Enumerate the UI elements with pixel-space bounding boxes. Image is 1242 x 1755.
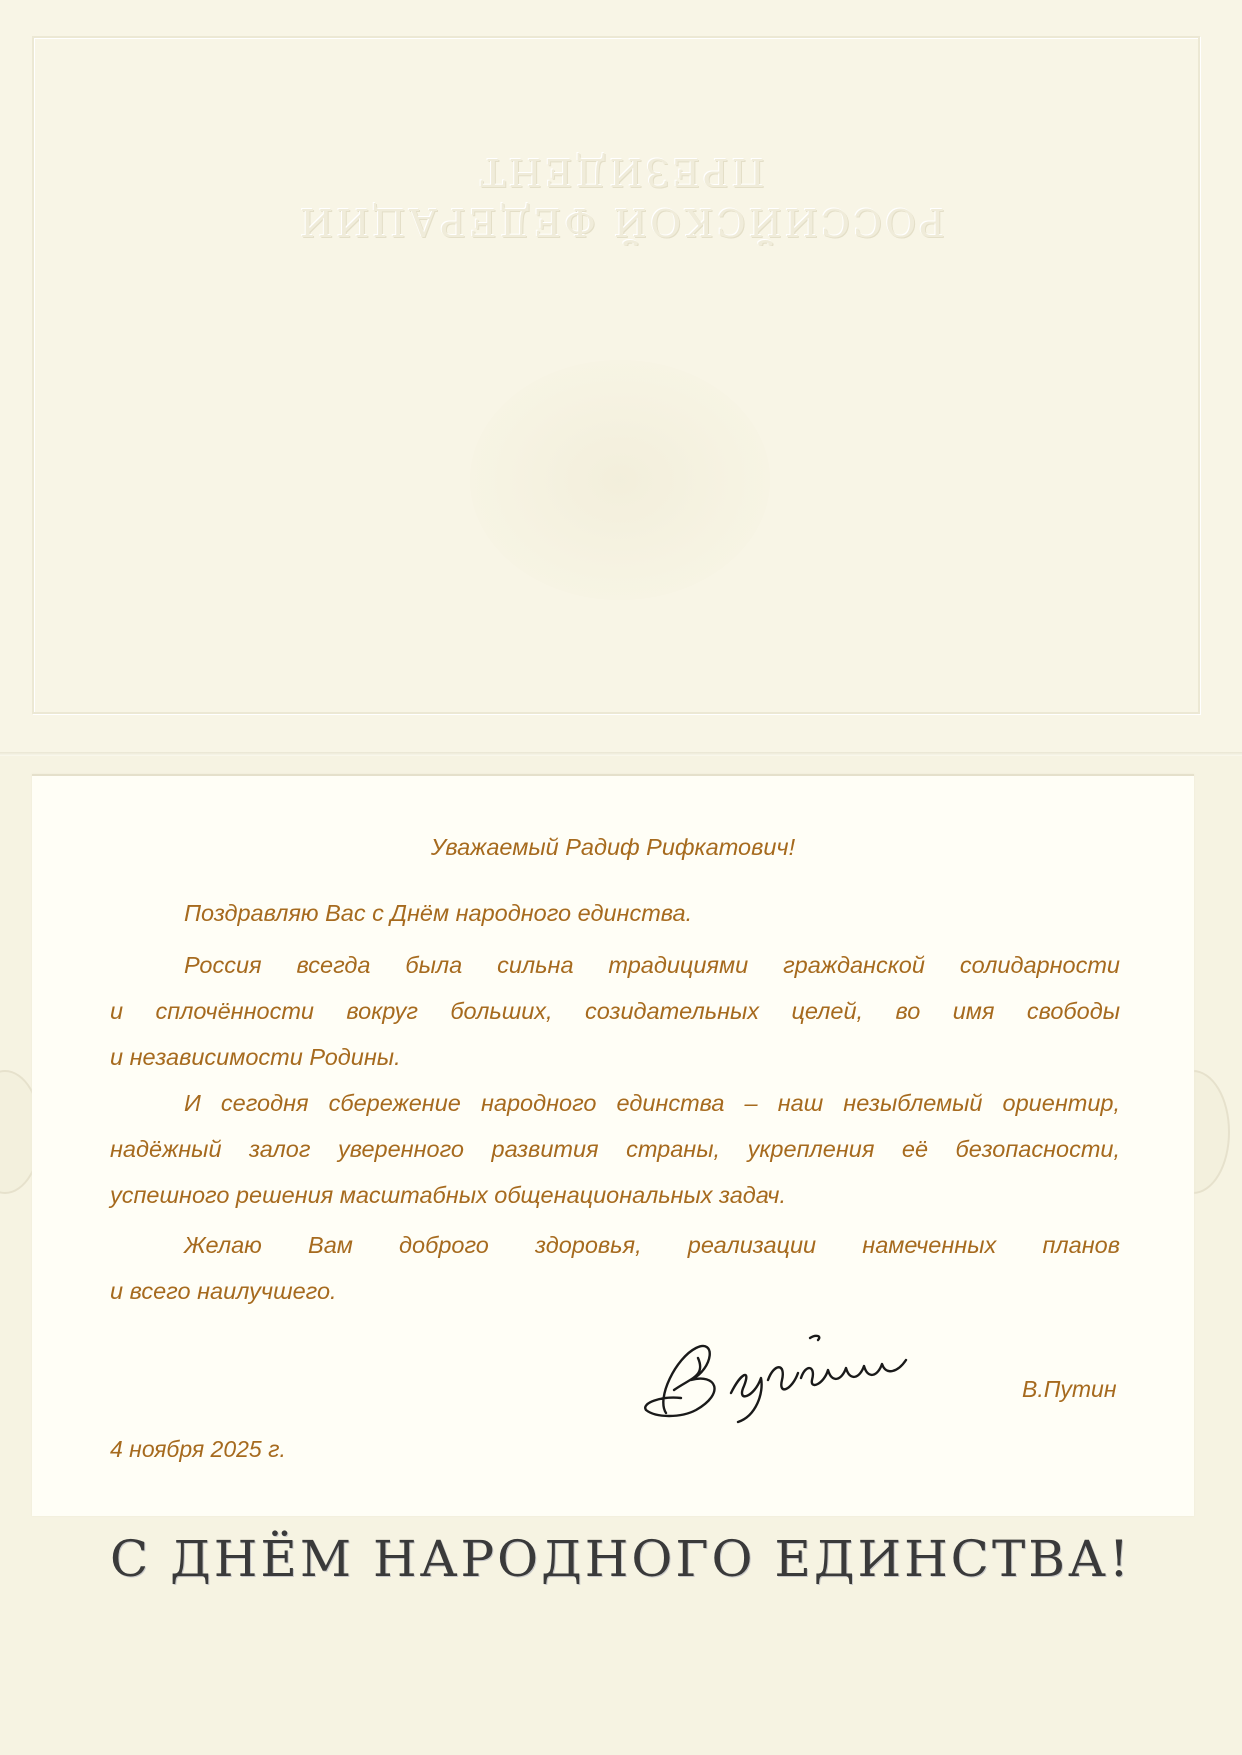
paragraph-line: и сплочённости вокруг больших, созидательных целей, во имя свободы xyxy=(110,998,1120,1024)
letter-paragraph-1 xyxy=(110,890,1120,936)
letter-paragraph-3 xyxy=(110,1080,1120,1218)
paragraph-line: И сегодня сбережение народного единства – наш незыблемый ориентир, xyxy=(184,1090,1120,1116)
embossed-title-line-2: РОССИЙСКОЙ ФЕДЕРАЦИИ xyxy=(297,200,945,244)
letter-signer: В.Путин xyxy=(1022,1376,1117,1402)
letter-date: 4 ноября 2025 г. xyxy=(110,1436,286,1462)
embossed-title-line-1: ПРЕЗИДЕНТ xyxy=(477,150,765,194)
paragraph-line: успешного решения масштабных общенациональных задач. xyxy=(110,1182,786,1208)
letter-paragraph-4 xyxy=(110,1222,1120,1314)
embossed-emblem xyxy=(470,360,770,600)
letter-paragraph-2 xyxy=(110,942,1120,1080)
paragraph-line: надёжный залог уверенного развития страны, укрепления её безопасности, xyxy=(110,1136,1120,1162)
card-top-panel xyxy=(0,0,1242,752)
paragraph-line: и независимости Родины. xyxy=(110,1044,401,1070)
holiday-banner: С ДНЁМ НАРОДНОГО ЕДИНСТВА! xyxy=(110,1530,1132,1588)
paragraph-line: Желаю Вам доброго здоровья, реализации намеченных планов xyxy=(184,1232,1120,1258)
card-fold-line xyxy=(0,752,1242,756)
paragraph-line: и всего наилучшего. xyxy=(110,1278,337,1304)
letter-sheet xyxy=(32,774,1194,1516)
paragraph-line: Поздравляю Вас с Днём народного единства. xyxy=(184,900,693,926)
letter-salutation: Уважаемый Радиф Рифкатович! xyxy=(430,834,796,860)
paragraph-line: Россия всегда была сильна традициями гражданской солидарности xyxy=(184,952,1120,978)
handwritten-signature xyxy=(636,1318,976,1428)
